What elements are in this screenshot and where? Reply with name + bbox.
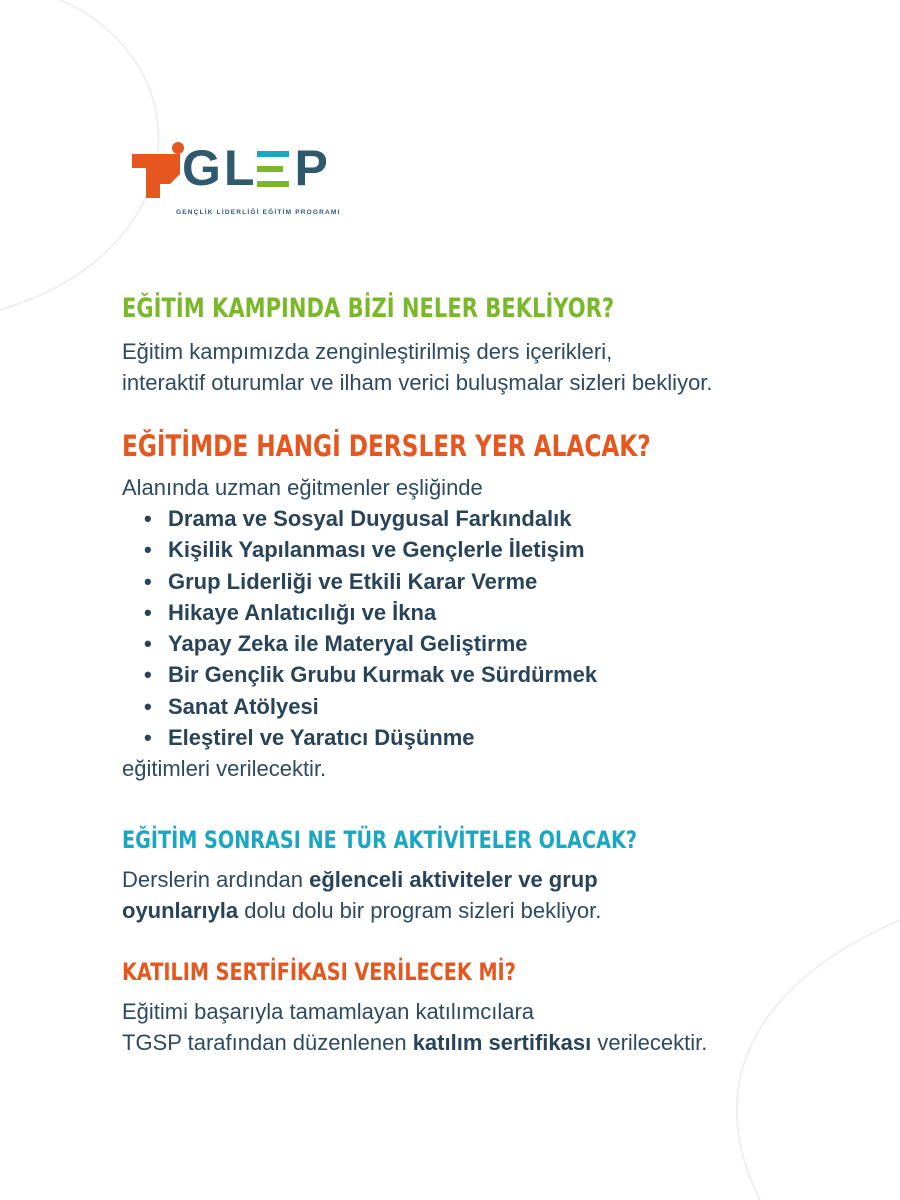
list-item: • Kişilik Yapılanması ve Gençlerle İletişim [144, 537, 585, 563]
course-list [122, 503, 822, 753]
section-activities-line1: Derslerin ardından eğlenceli aktiviteler ve grup [122, 867, 598, 892]
section-certificate [122, 960, 822, 1058]
section-camp-line2: interaktif oturumlar ve ilham verici buluşmalar sizleri bekliyor. [122, 370, 713, 395]
logo-wordmark [182, 140, 331, 196]
list-item: • Drama ve Sosyal Duygusal Farkındalık [144, 506, 572, 531]
section-camp-line1: Eğitim kampımızda zenginleştirilmiş ders içerikleri, [122, 339, 613, 364]
section-courses [122, 429, 822, 784]
section-camp [122, 295, 822, 398]
list-item: • Hikaye Anlatıcılığı ve İkna [144, 599, 437, 625]
list-item: • Sanat Atölyesi [144, 693, 319, 719]
glep-logo [130, 140, 370, 220]
list-item: • Bir Gençlik Grubu Kurmak ve Sürdürmek [144, 662, 598, 688]
section-certificate-heading: KATILIM SERTİFİKASI VERİLECEK Mİ? [122, 958, 516, 986]
section-courses-outro: eğitimleri verilecektir. [122, 756, 327, 782]
section-courses-heading: EĞİTİMDE HANGİ DERSLER YER ALACAK? [122, 429, 651, 463]
logo-e-mark [257, 151, 291, 187]
section-certificate-line2: TGSP tarafından düzenlenen katılım sertifikası verilecektir. [122, 1030, 708, 1055]
section-activities-line2: oyunlarıyla dolu dolu bir program sizleri bekliyor. [122, 898, 602, 923]
logo-name-suffix: P [294, 140, 331, 196]
section-activities [122, 828, 822, 926]
section-courses-intro: Alanında uzman eğitmenler eşliğinde [122, 475, 483, 500]
list-item: • Yapay Zeka ile Materyal Geliştirme [144, 631, 528, 657]
list-item: • Eleştirel ve Yaratıcı Düşünme [144, 725, 475, 751]
list-item: • Grup Liderliği ve Etkili Karar Verme [144, 568, 538, 594]
section-camp-heading: EĞİTİM KAMPINDA BİZİ NELER BEKLİYOR? [122, 293, 615, 324]
logo-mark-icon [130, 140, 190, 210]
logo-name-prefix: GL [182, 140, 258, 196]
section-activities-heading: EĞİTİM SONRASI NE TÜR AKTİVİTELER OLACAK? [122, 826, 637, 854]
logo-subtitle: GENÇLİK LİDERLİĞİ EĞİTİM PROGRAMI [176, 209, 341, 216]
section-certificate-line1: Eğitimi başarıyla tamamlayan katılımcılara [122, 999, 535, 1024]
